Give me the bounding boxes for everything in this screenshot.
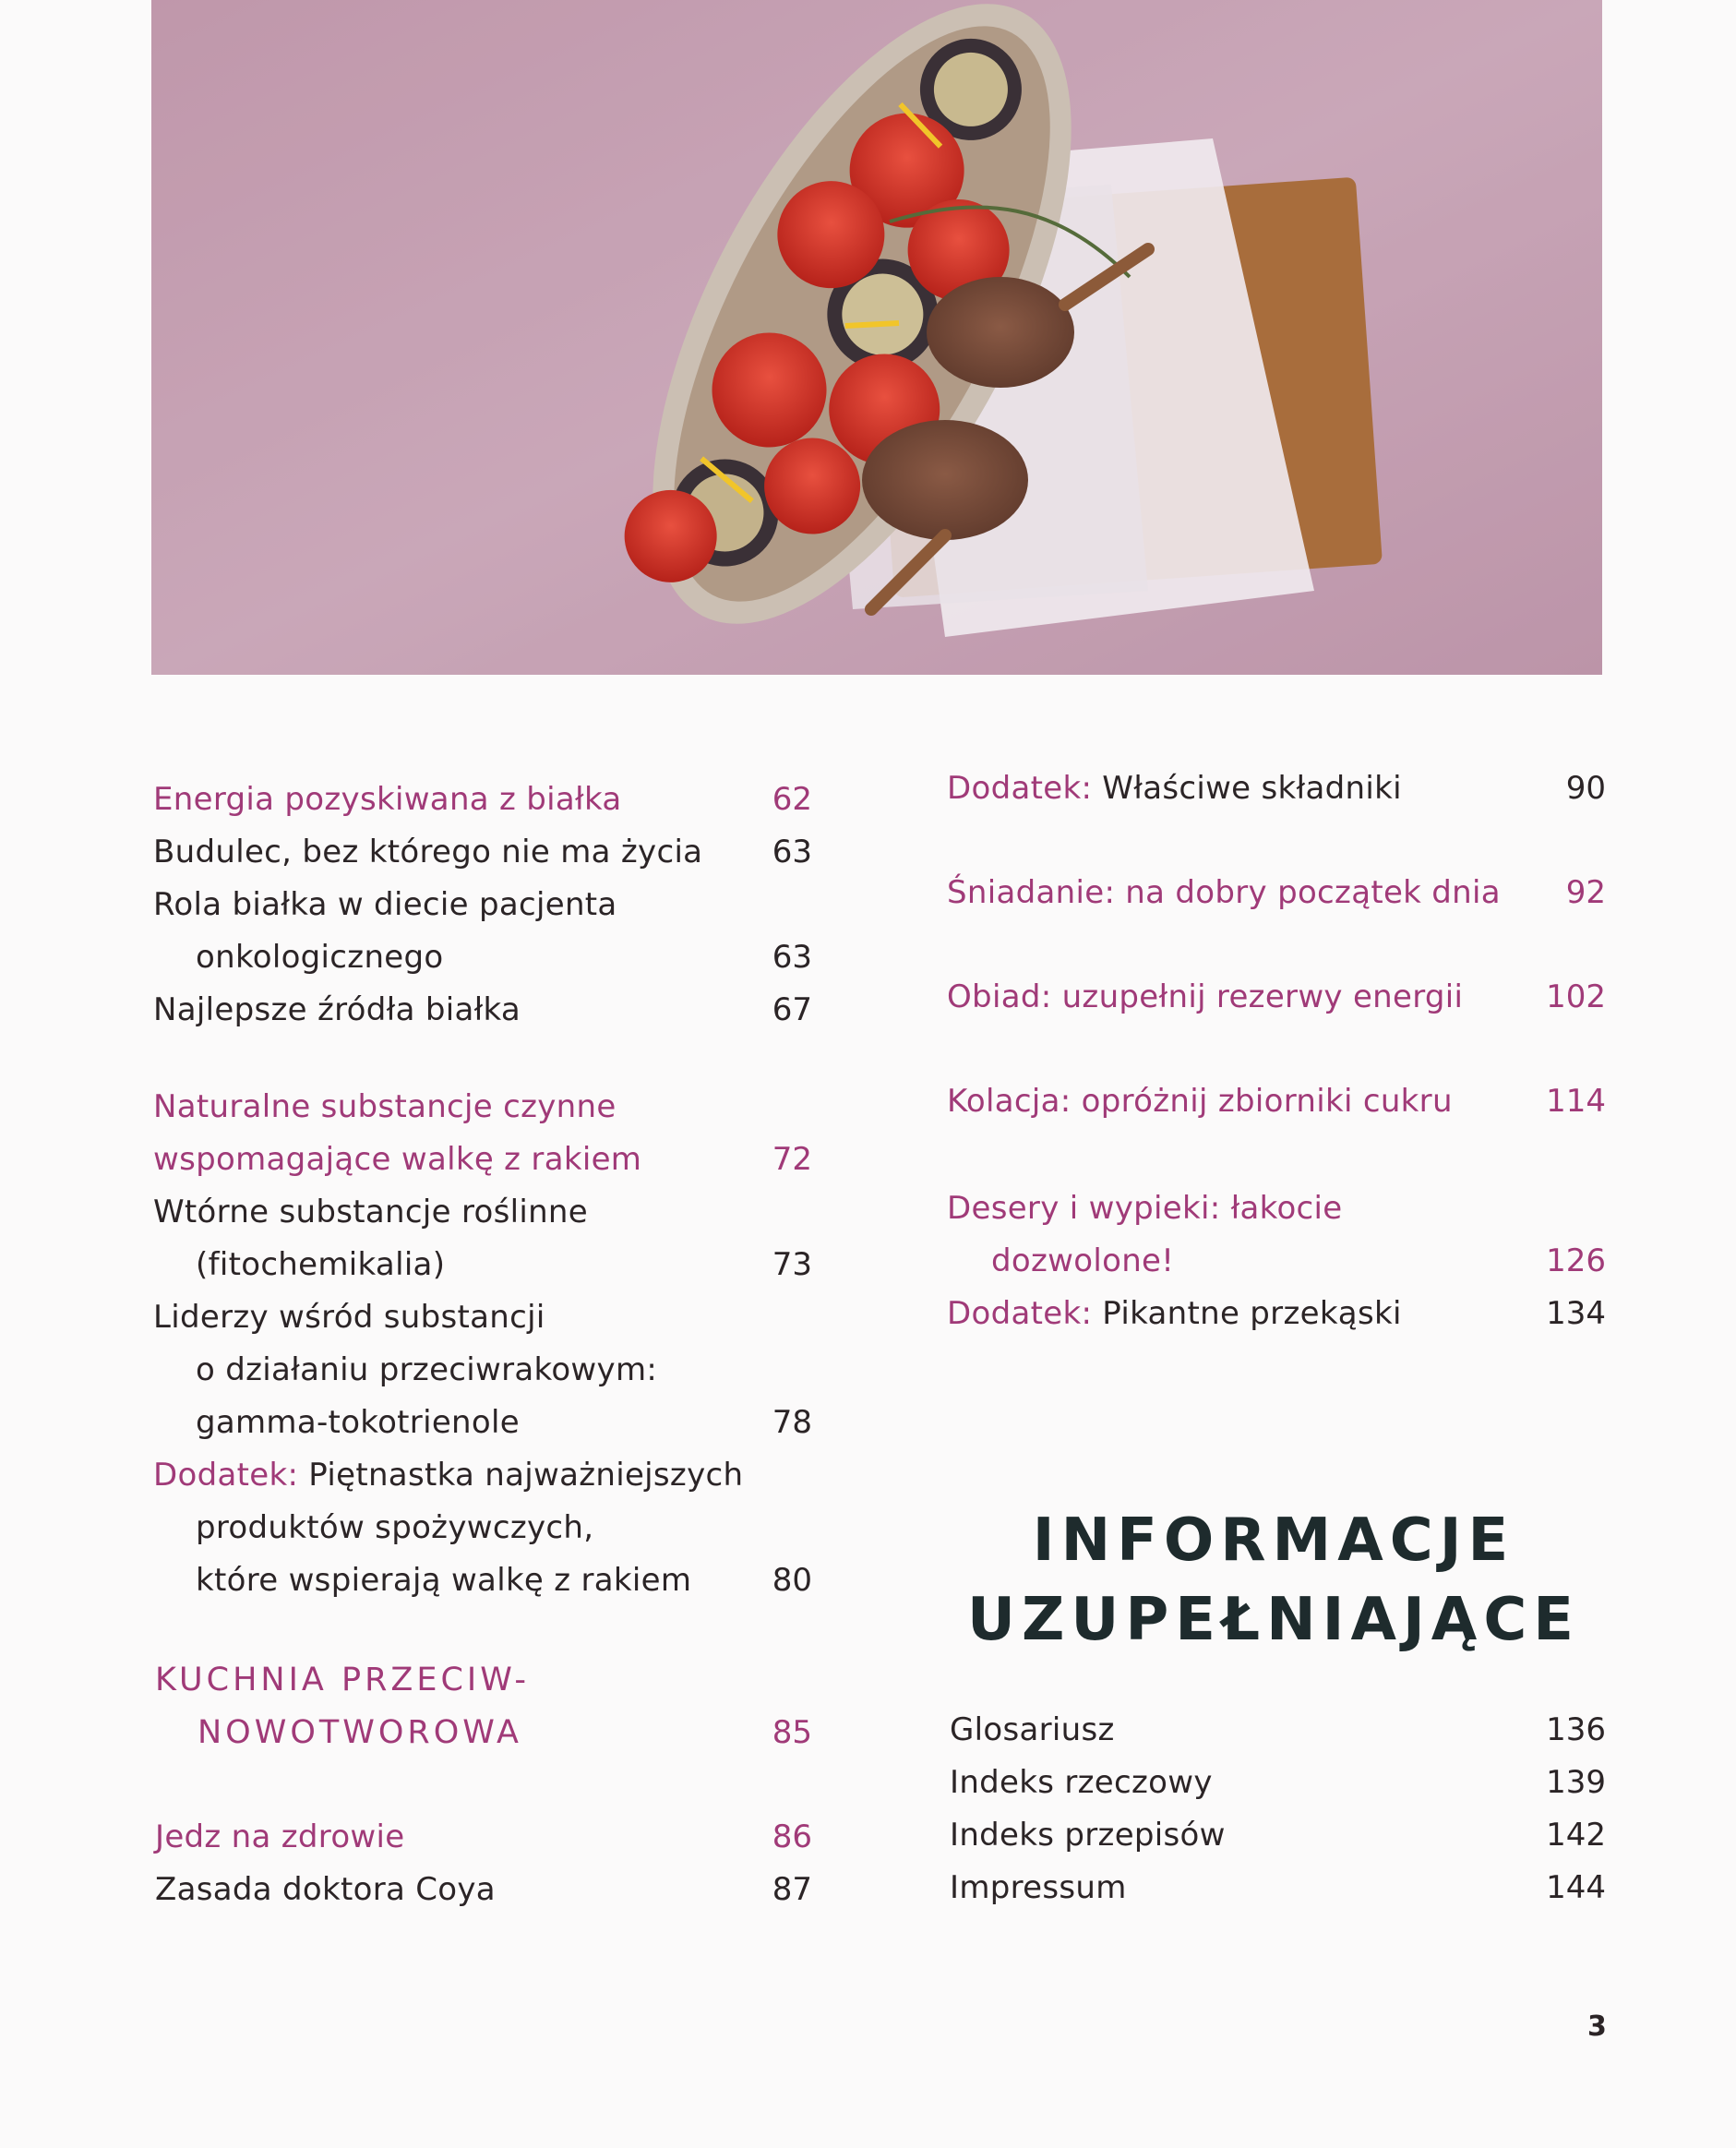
page-number: 139 xyxy=(1546,1764,1606,1801)
page-number: 142 xyxy=(1546,1817,1606,1854)
toc-entry[interactable]: Najlepsze źródła białka xyxy=(153,991,521,1028)
info-item[interactable]: Indeks przepisów xyxy=(950,1817,1226,1854)
page-number: 63 xyxy=(772,834,812,870)
entry-prefix: Dodatek: xyxy=(947,1295,1093,1332)
toc-entry-continuation[interactable]: o działaniu przeciwrakowym: xyxy=(196,1351,658,1388)
toc-section-title-continuation[interactable]: wspomagające walkę z rakiem xyxy=(153,1141,642,1178)
toc-entry[interactable] xyxy=(947,770,1402,807)
info-heading-line2: UZUPEŁNIAJĄCE xyxy=(967,1586,1580,1654)
toc-section-title[interactable]: Energia pozyskiwana z białka xyxy=(153,781,622,818)
toc-section-title[interactable]: Śniadanie: na dobry początek dnia xyxy=(947,874,1501,911)
toc-entry-continuation[interactable]: onkologicznego xyxy=(196,939,444,976)
toc-section-title[interactable]: Obiad: uzupełnij rezerwy energii xyxy=(947,978,1464,1015)
toc-entry[interactable]: Zasada doktora Coya xyxy=(155,1871,496,1908)
toc-entry[interactable] xyxy=(947,1295,1402,1332)
page-number: 87 xyxy=(772,1871,812,1908)
page-number: 126 xyxy=(1546,1242,1606,1279)
toc-entry-continuation[interactable]: gamma-tokotrienole xyxy=(196,1404,520,1441)
toc-entry[interactable]: Rola białka w diecie pacjenta xyxy=(153,886,617,923)
toc-section-title[interactable]: Naturalne substancje czynne xyxy=(153,1088,617,1125)
entry-prefix: Dodatek: xyxy=(947,770,1093,807)
toc-entry-continuation[interactable]: które wspierają walkę z rakiem xyxy=(196,1562,692,1599)
toc-entry-continuation[interactable]: produktów spożywczych, xyxy=(196,1509,594,1546)
toc-section-title-continuation[interactable]: dozwolone! xyxy=(991,1242,1175,1279)
page-number: 73 xyxy=(772,1246,812,1283)
page-number: 63 xyxy=(772,939,812,976)
entry-text: Pikantne przekąski xyxy=(1092,1295,1402,1332)
page-number: 62 xyxy=(772,781,812,818)
page-number: 80 xyxy=(772,1562,812,1599)
toc-section-title[interactable]: Desery i wypieki: łakocie xyxy=(947,1190,1343,1227)
toc-entry[interactable]: Budulec, bez którego nie ma życia xyxy=(153,834,703,870)
page-number: 102 xyxy=(1546,978,1606,1015)
page-number: 86 xyxy=(772,1818,812,1855)
page-number: 72 xyxy=(772,1141,812,1178)
page-number: 136 xyxy=(1546,1711,1606,1748)
page-number: 114 xyxy=(1546,1083,1606,1120)
food-photo xyxy=(151,0,1602,675)
page-number: 144 xyxy=(1546,1869,1606,1906)
page-number: 92 xyxy=(1565,874,1606,911)
info-item[interactable]: Glosariusz xyxy=(950,1711,1115,1748)
toc-section-title[interactable]: Jedz na zdrowie xyxy=(155,1818,405,1855)
info-item[interactable]: Indeks rzeczowy xyxy=(950,1764,1213,1801)
entry-text: Piętnastka najważniejszych xyxy=(298,1457,744,1494)
page-number: 134 xyxy=(1546,1295,1606,1332)
toc-entry[interactable]: Wtórne substancje roślinne xyxy=(153,1194,588,1230)
page-number: 78 xyxy=(772,1404,812,1441)
toc-part-title-continuation[interactable]: NOWOTWOROWA xyxy=(198,1714,522,1751)
info-item[interactable]: Impressum xyxy=(950,1869,1127,1906)
page-folio: 3 xyxy=(1587,2010,1607,2043)
page-number: 67 xyxy=(772,991,812,1028)
entry-text: Właściwe składniki xyxy=(1092,770,1402,807)
page-number: 85 xyxy=(772,1714,812,1751)
toc-section-title[interactable]: Kolacja: opróżnij zbiorniki cukru xyxy=(947,1083,1453,1120)
page-number: 90 xyxy=(1565,770,1606,807)
toc-entry[interactable]: Liderzy wśród substancji xyxy=(153,1299,545,1336)
toc-part-title[interactable]: KUCHNIA PRZECIW- xyxy=(155,1662,531,1698)
toc-entry-continuation[interactable]: (fitochemikalia) xyxy=(196,1246,446,1283)
info-heading-line1: INFORMACJE xyxy=(1032,1506,1515,1575)
entry-prefix: Dodatek: xyxy=(153,1457,299,1494)
toc-entry[interactable] xyxy=(153,1457,743,1494)
